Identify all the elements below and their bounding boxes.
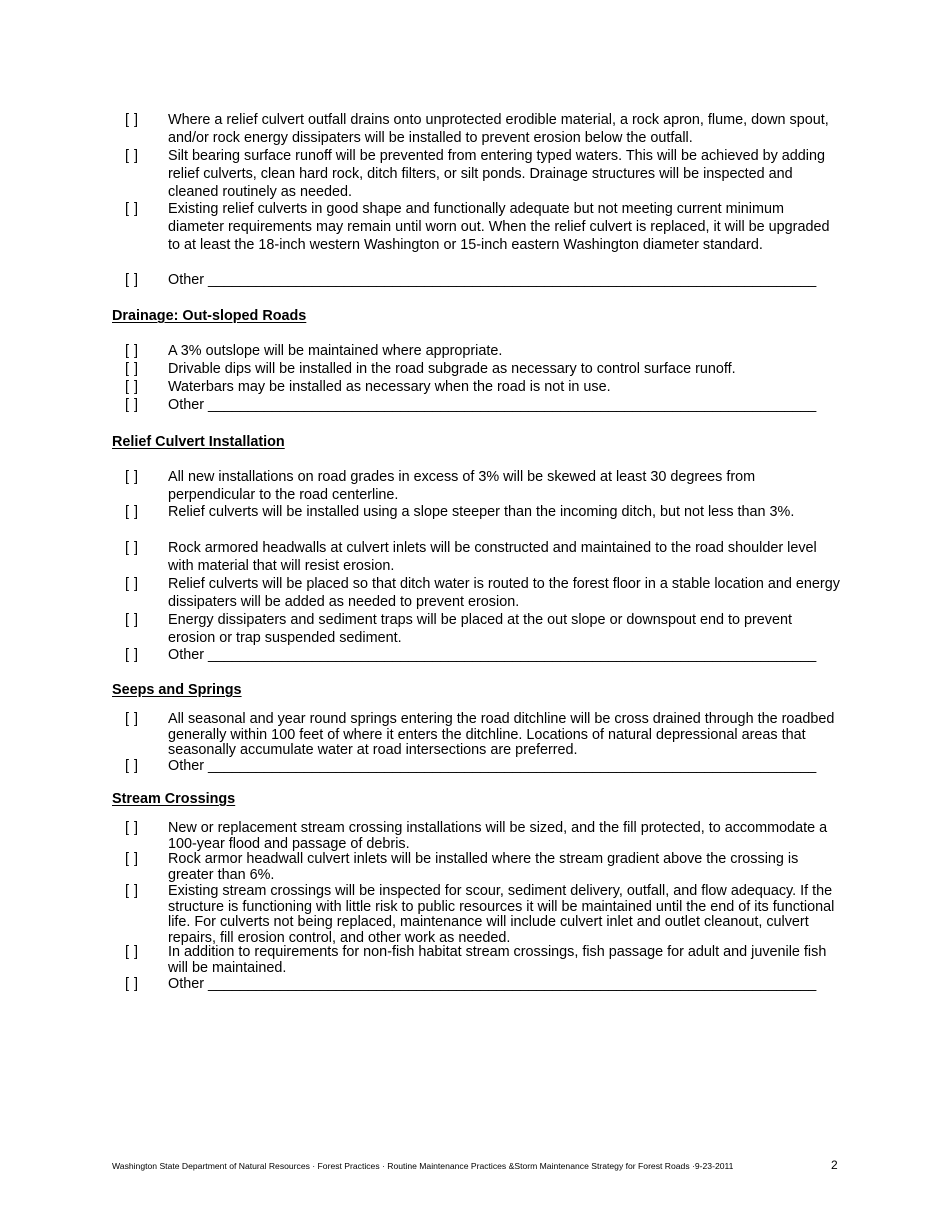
item-text: A 3% outslope will be maintained where appropriate. (168, 343, 503, 359)
item-text: Existing stream crossings will be inspected for scour, sediment delivery, outfall, and flow adequacy. If the structure is functioning with little risk to public resources it will be maintained until the end of its functional life. For culverts not being replaced, maintenance will include culvert inlet and outlet cleanout, culvert repairs, fill erosion control, and other work as needed. (168, 883, 835, 946)
other-field[interactable] (168, 976, 843, 994)
other-label: Other (168, 647, 204, 663)
fill-line: ____________________________________________________________________________ (208, 976, 817, 992)
checkbox[interactable]: [ ] (125, 576, 139, 592)
item-text: In addition to requirements for non-fish habitat stream crossings, fish passage for adult and juvenile fish will be maintained. (168, 944, 827, 976)
checkbox[interactable]: [ ] (125, 612, 139, 628)
item-text: Waterbars may be installed as necessary when the road is not in use. (168, 379, 611, 395)
checkbox[interactable]: [ ] (125, 469, 139, 485)
other-label: Other (168, 758, 204, 774)
checkbox[interactable]: [ ] (125, 851, 139, 867)
checkbox[interactable]: [ ] (125, 361, 139, 377)
checkbox[interactable]: [ ] (125, 112, 139, 128)
checkbox[interactable]: [ ] (125, 758, 139, 774)
other-label: Other (168, 272, 204, 288)
fill-line: ____________________________________________________________________________ (208, 758, 817, 774)
fill-line: ____________________________________________________________________________ (208, 397, 817, 413)
other-label: Other (168, 976, 204, 992)
page-number: 2 (831, 1158, 838, 1172)
item-text: All seasonal and year round springs entering the road ditchline will be cross drained through the roadbed generally within 100 feet of where it enters the ditchline. Locations of natural depressional areas that seasonally accumulate water at road intersections are preferred. (168, 711, 835, 759)
page-footer: Washington State Department of Natural Resources · Forest Practices · Routine Maintenance Practices &Storm Maintenance Strategy for Forest Roads ·9-23-2011 (112, 1161, 734, 1171)
item-text: Relief culverts will be placed so that ditch water is routed to the forest floor in a stable location and energy dissipaters will be added as needed to prevent erosion. (168, 576, 840, 610)
checkbox[interactable]: [ ] (125, 976, 139, 992)
item-text: Rock armor headwall culvert inlets will be installed where the stream gradient above the crossing is greater than 6%. (168, 851, 799, 883)
fill-line: ____________________________________________________________________________ (208, 647, 817, 663)
other-label: Other (168, 397, 204, 413)
checkbox[interactable]: [ ] (125, 397, 139, 413)
item-text: Relief culverts will be installed using a slope steeper than the incoming ditch, but not less than 3%. (168, 504, 795, 520)
checkbox[interactable]: [ ] (125, 504, 139, 520)
item-text: New or replacement stream crossing installations will be sized, and the fill protected, to accommodate a 100-year flood and passage of debris. (168, 820, 828, 852)
checkbox[interactable]: [ ] (125, 148, 139, 164)
item-text: Existing relief culverts in good shape and functionally adequate but not meeting current minimum diameter requirements may remain until worn out. When the relief culvert is replaced, it will be upgraded to at least the 18-inch western Washington or 15-inch eastern Washington diameter standard. (168, 201, 830, 253)
section-heading-relief: Relief Culvert Installation (112, 434, 285, 450)
checkbox[interactable]: [ ] (125, 711, 139, 727)
item-text: Where a relief culvert outfall drains onto unprotected erodible material, a rock apron, flume, down spout, and/or rock energy dissipaters will be installed to prevent erosion below the outfall. (168, 112, 829, 146)
checkbox[interactable]: [ ] (125, 379, 139, 395)
item-text: Drivable dips will be installed in the road subgrade as necessary to control surface runoff. (168, 361, 736, 377)
other-field[interactable] (168, 272, 843, 290)
other-field[interactable] (168, 647, 843, 665)
checkbox[interactable]: [ ] (125, 272, 139, 288)
checkbox[interactable]: [ ] (125, 343, 139, 359)
checkbox[interactable]: [ ] (125, 201, 139, 217)
other-field[interactable] (168, 397, 843, 415)
checkbox[interactable]: [ ] (125, 647, 139, 663)
fill-line: ____________________________________________________________________________ (208, 272, 817, 288)
checkbox[interactable]: [ ] (125, 540, 139, 556)
item-text: Energy dissipaters and sediment traps will be placed at the out slope or downspout end to prevent erosion or trap suspended sediment. (168, 612, 792, 646)
item-text: All new installations on road grades in excess of 3% will be skewed at least 30 degrees from perpendicular to the road centerline. (168, 469, 756, 503)
item-text: Silt bearing surface runoff will be prevented from entering typed waters. This will be achieved by adding relief culverts, clean hard rock, ditch filters, or silt ponds. Drainage structures will be inspected and cleaned routinely as needed. (168, 148, 826, 200)
other-field[interactable] (168, 758, 843, 776)
checkbox[interactable]: [ ] (125, 820, 139, 836)
checkbox[interactable]: [ ] (125, 883, 139, 899)
checkbox[interactable]: [ ] (125, 944, 139, 960)
item-text: Rock armored headwalls at culvert inlets will be constructed and maintained to the road shoulder level with material that will resist erosion. (168, 540, 817, 574)
section-heading-drainage: Drainage: Out-sloped Roads (112, 308, 307, 324)
section-heading-seeps: Seeps and Springs (112, 682, 242, 698)
section-heading-stream: Stream Crossings (112, 791, 236, 807)
